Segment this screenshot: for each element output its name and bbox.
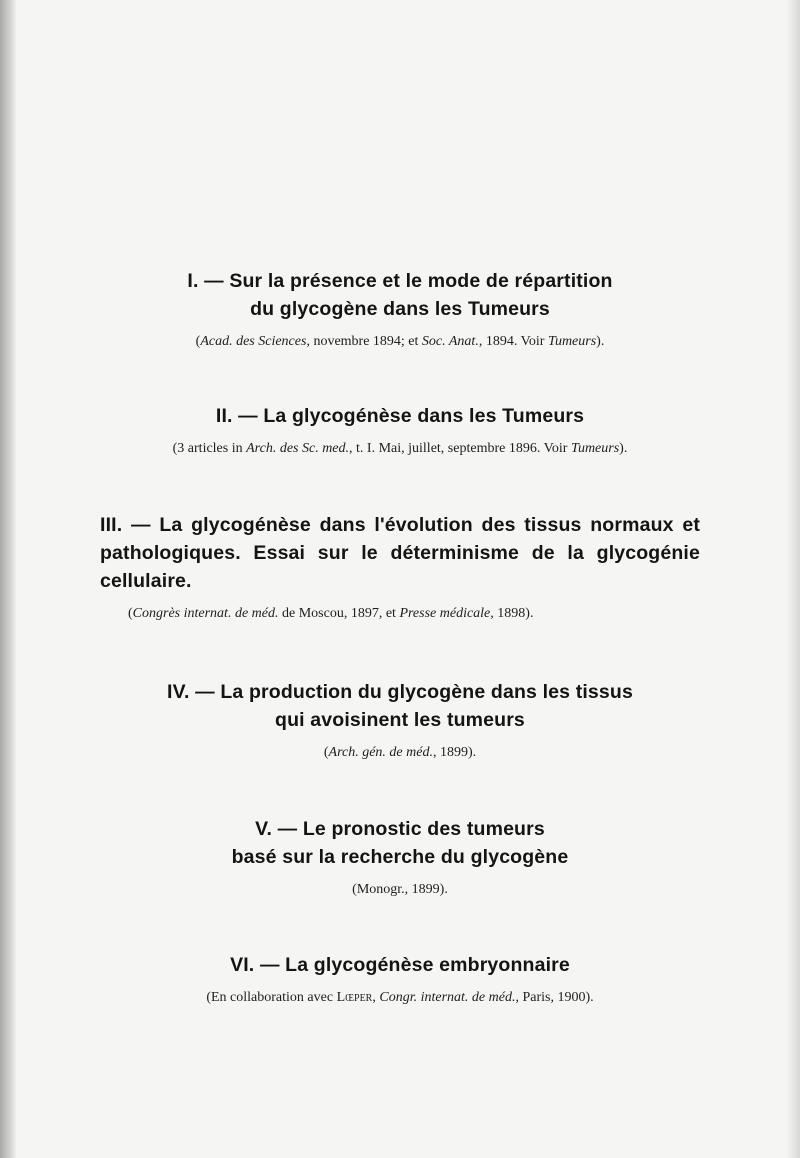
entry-4-number: IV. — xyxy=(167,681,215,703)
entry-5-title-line-2: basé sur la recherche du glycogène xyxy=(231,846,569,868)
entry-1-title-line-1: Sur la présence et le mode de répartition xyxy=(229,270,613,292)
entry-3-citation: (Congrès internat. de méd. de Moscou, 1897, et Presse médicale, 1898). xyxy=(128,606,534,621)
entry-5 xyxy=(100,815,700,899)
entry-2-citation: (3 articles in Arch. des Sc. med., t. I. Mai, juillet, septembre 1896. Voir Tumeurs). xyxy=(172,441,628,456)
entry-4-title-line-1: La production du glycogène dans les tissus xyxy=(220,681,633,703)
entry-5-title-line-1: Le pronostic des tumeurs xyxy=(302,818,545,840)
entry-3-title xyxy=(100,511,700,595)
entry-4-citation: (Arch. gén. de méd., 1899). xyxy=(323,745,477,760)
entry-1-title xyxy=(100,267,700,323)
entry-6-number: VI. — xyxy=(230,954,280,976)
entry-2-title xyxy=(100,402,700,430)
entry-5-citation: (Monogr., 1899). xyxy=(352,882,448,897)
entry-3 xyxy=(100,511,700,623)
entry-5-number: V. — xyxy=(255,818,298,840)
entry-4-title xyxy=(100,678,700,734)
entry-4 xyxy=(100,678,700,762)
entry-3-title-text: La glycogénèse dans l'évolution des tissus normaux et pathologiques. Essai sur le déterminisme de la glycogénie cellulaire. xyxy=(100,514,700,592)
entry-1 xyxy=(100,267,700,351)
entry-2-title-line-1: La glycogénèse dans les Tumeurs xyxy=(263,405,585,427)
entry-1-title-line-2: du glycogène dans les Tumeurs xyxy=(250,298,550,320)
entry-6-citation: (En collaboration avec Lœper, Congr. internat. de méd., Paris, 1900). xyxy=(206,990,594,1005)
page-edge xyxy=(786,0,800,1158)
entry-1-number: I. — xyxy=(187,270,224,292)
entry-5-title xyxy=(100,815,700,871)
entry-1-citation: (Acad. des Sciences, novembre 1894; et Soc. Anat., 1894. Voir Tumeurs). xyxy=(195,334,605,349)
entry-4-title-line-2: qui avoisinent les tumeurs xyxy=(275,709,525,731)
entry-6-title-line-1: La glycogénèse embryonnaire xyxy=(285,954,570,976)
binding-shadow xyxy=(0,0,16,1158)
entry-3-number: III. — xyxy=(100,514,151,536)
entry-6-title xyxy=(100,951,700,979)
entry-2-number: II. — xyxy=(215,405,258,427)
entry-6 xyxy=(100,951,700,1007)
entry-2 xyxy=(100,402,700,458)
